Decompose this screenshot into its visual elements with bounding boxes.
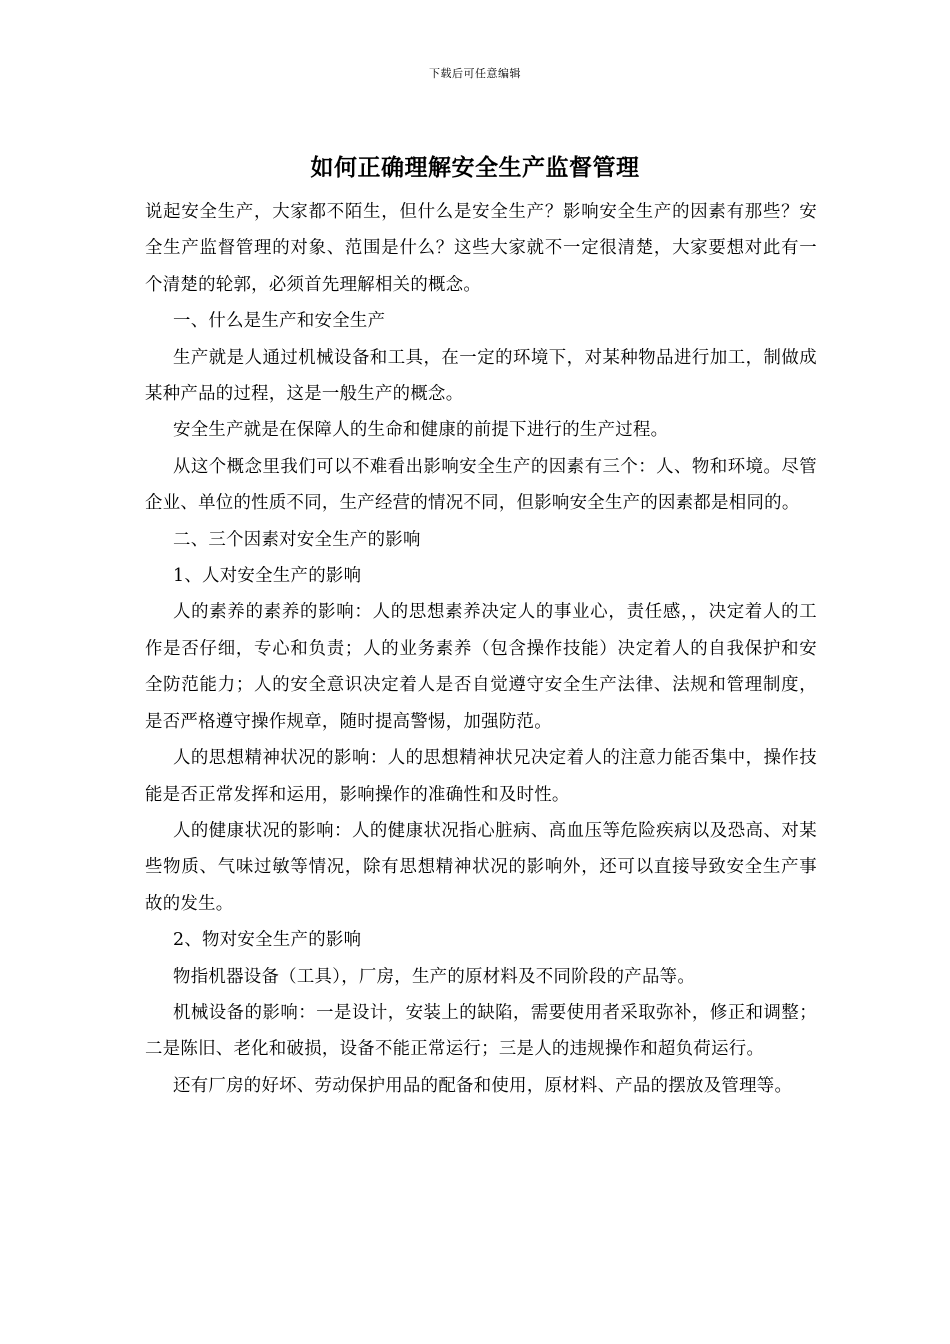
paragraph: 人的思想精神状况的影响：人的思想精神状兄决定着人的注意力能否集中，操作技能是否正常发挥和运用，影响操作的准确性和及时性。 xyxy=(145,748,817,805)
paragraph-intro: 说起安全生产，大家都不陌生，但什么是安全生产？影响安全生产的因素有那些？安全生产监督管理的对象、范围是什么？这些大家就不一定很清楚，大家要想对此有一个清楚的轮郭，必须首先理解相关的概念。 xyxy=(145,202,817,295)
paragraph: 物指机器设备（工具），厂房，生产的原材料及不同阶段的产品等。 xyxy=(173,966,696,987)
document-title: 如何正确理解安全生产监督管理 xyxy=(310,154,640,181)
paragraph: 人的素养的素养的影响：人的思想素养决定人的事业心，责任感，，决定着人的工作是否仔细，专心和负责；人的业务素养（包含操作技能）决定着人的自我保护和安全防范能力；人的安全意识决定着人是否自觉遵守安全生产法律、法规和管理制度，是否严格遵守操作规章，随时提高警惕，加强防范。 xyxy=(145,602,817,732)
paragraph: 还有厂房的好坏、劳动保护用品的配备和使用，原材料、产品的摆放及管理等。 xyxy=(173,1075,793,1096)
document-body xyxy=(145,194,817,1104)
subsection-heading-1: 1、人对安全生产的影响 xyxy=(173,566,362,587)
header-note: 下载后可任意编辑 xyxy=(429,67,521,80)
section-heading-1: 一、什么是生产和安全生产 xyxy=(173,311,386,332)
paragraph: 人的健康状况的影响：人的健康状况指心脏病、高血压等危险疾病以及恐高、对某些物质、气味过敏等情况，除有思想精神状况的影响外，还可以直接导致安全生产事故的发生。 xyxy=(145,820,817,914)
paragraph: 安全生产就是在保障人的生命和健康的前提下进行的生产过程。 xyxy=(173,420,669,441)
subsection-heading-2: 2、物对安全生产的影响 xyxy=(173,930,362,951)
paragraph: 从这个概念里我们可以不难看出影响安全生产的因素有三个：人、物和环境。尽管企业、单位的性质不同，生产经营的情况不同，但影响安全生产的因素都是相同的。 xyxy=(145,456,817,514)
section-heading-2: 二、三个因素对安全生产的影响 xyxy=(173,529,421,550)
paragraph: 机械设备的影响：一是设计，安装上的缺陷，需要使用者采取弥补，修正和调整；二是陈旧、老化和破损，设备不能正常运行；三是人的违规操作和超负荷运行。 xyxy=(145,1002,817,1060)
paragraph: 生产就是人通过机械设备和工具，在一定的环境下，对某种物品进行加工，制做成某种产品的过程，这是一般生产的概念。 xyxy=(145,347,817,405)
